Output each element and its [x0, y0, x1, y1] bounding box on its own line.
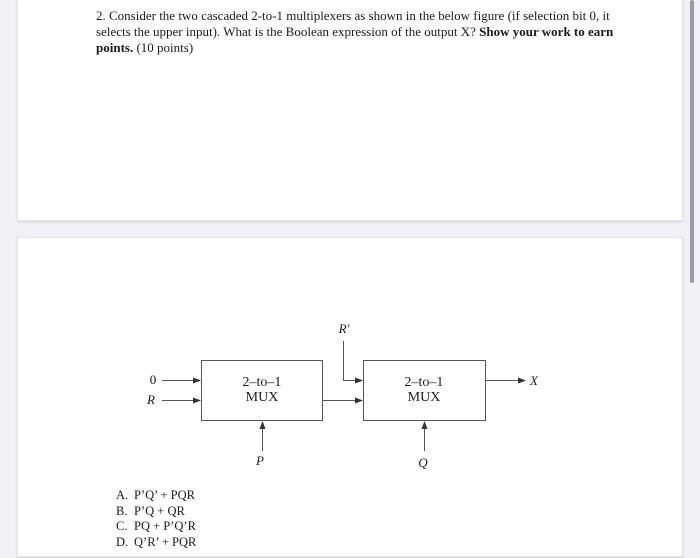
option-text: P’Q + QR — [134, 503, 185, 518]
question-number: 2. — [96, 8, 106, 23]
option-letter: A. — [116, 488, 129, 502]
question-body: Consider the two cascaded 2-to-1 multiplexers as shown in the below figure (if selection bit 0, it selects the upper input). What is the Boolean expression of the output X? — [96, 8, 610, 39]
option-text: PQ + P’Q’R — [134, 519, 196, 533]
answer-options — [116, 488, 196, 550]
option-c — [116, 519, 196, 535]
mux2-select-label: Q — [418, 455, 428, 470]
option-letter: B. — [116, 503, 128, 518]
mux1-input-lower-label: R — [147, 392, 155, 407]
option-letter: D. — [116, 534, 129, 549]
question-text — [96, 8, 616, 56]
scrollbar-thumb[interactable] — [690, 0, 694, 283]
question-points: (10 points) — [133, 40, 194, 55]
mux2-label-line1: 2–to–1 — [404, 375, 444, 390]
mux1-label-line2: MUX — [245, 390, 279, 405]
figure-card — [17, 237, 683, 557]
mux2-input-upper-wire — [344, 341, 363, 381]
mux1-select-label: P — [256, 453, 264, 468]
option-d — [116, 535, 196, 551]
mux2-label-line2: MUX — [407, 390, 441, 405]
mux1-input-upper-label: 0 — [149, 372, 157, 387]
output-label: X — [530, 373, 538, 388]
option-a — [116, 488, 196, 504]
question-card — [17, 0, 683, 221]
option-text: P’Q’ + PQR — [134, 488, 195, 502]
option-letter: C. — [116, 519, 128, 533]
mux1-label-line1: 2–to–1 — [242, 375, 282, 390]
question-bold-instruction: Show your work to earn points. — [96, 24, 614, 55]
mux2-input-upper-label: R' — [338, 321, 350, 336]
option-b — [116, 504, 196, 520]
option-text: Q’R’ + PQR — [134, 534, 197, 549]
